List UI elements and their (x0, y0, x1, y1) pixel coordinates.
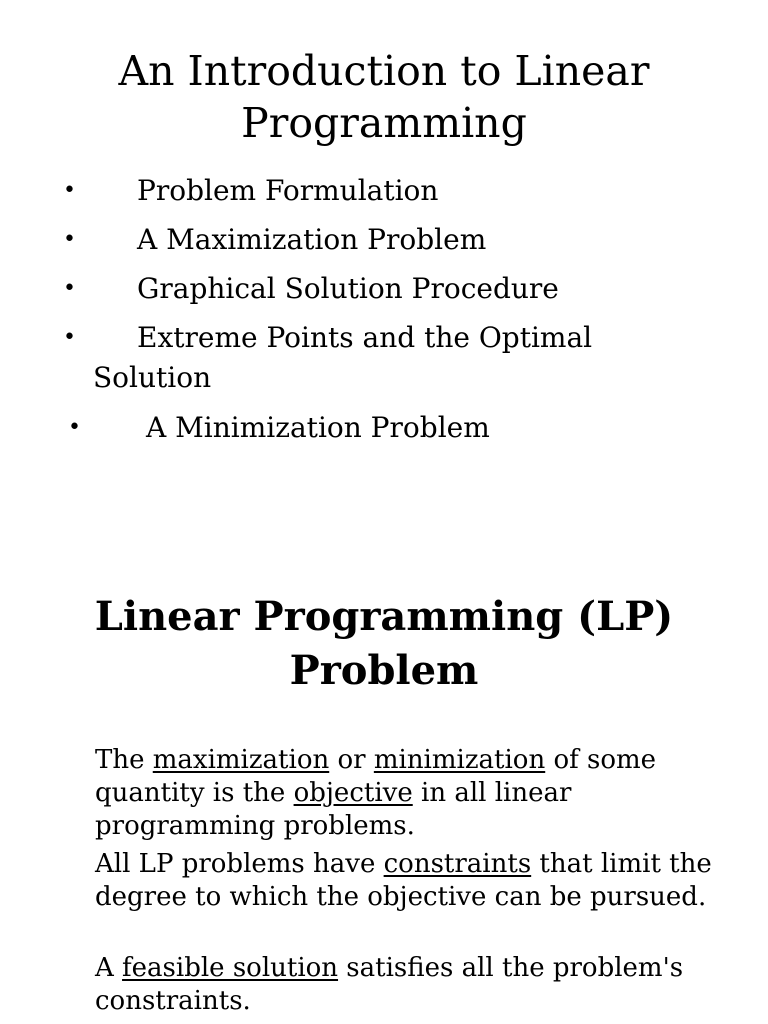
bullet-icon: • (68, 415, 81, 440)
term-objective: objective (293, 778, 413, 808)
list-item (0, 408, 768, 448)
title-line-2: Problem (289, 647, 479, 694)
list-item (0, 318, 768, 398)
slide-lp-problem (0, 560, 768, 1024)
slide-title (0, 590, 768, 698)
paragraph-constraints (95, 848, 715, 914)
bullet-icon: • (63, 325, 76, 350)
title-line-1: Linear Programming (LP) (94, 593, 674, 640)
list-item-text: A Minimization Problem (146, 411, 490, 444)
title-line-2: Programming (241, 99, 527, 147)
list-item (0, 269, 768, 309)
text-run: satisfies all the problem's constraints. (95, 953, 684, 1016)
text-run: in all linear programming problems. (95, 778, 572, 841)
term-maximization: maximization (152, 745, 330, 775)
list-item-text-continuation: Solution (93, 361, 212, 394)
term-feasible-solution: feasible solution (122, 953, 339, 983)
list-item (0, 220, 768, 260)
list-item-text: Graphical Solution Procedure (137, 272, 559, 305)
text-run: A (95, 953, 123, 983)
title-line-1: An Introduction to Linear (118, 47, 650, 95)
text-run: that limit the degree to which the objective can be pursued. (95, 849, 712, 912)
text-run: The (95, 745, 153, 775)
term-constraints: constraints (383, 849, 532, 879)
list-item (0, 171, 768, 211)
text-run: of some quantity is the (95, 745, 657, 808)
text-run: or (329, 745, 374, 775)
bullet-icon: • (63, 178, 76, 203)
list-item-text: A Maximization Problem (137, 223, 487, 256)
paragraph-feasible (95, 952, 715, 1018)
slide-title (0, 45, 768, 149)
bullet-icon: • (63, 276, 76, 301)
list-item-text: Problem Formulation (137, 174, 439, 207)
list-item-text: Extreme Points and the Optimal (137, 321, 593, 354)
bullet-icon: • (63, 227, 76, 252)
term-minimization: minimization (373, 745, 546, 775)
text-run: All LP problems have (95, 849, 384, 879)
paragraph-objective (95, 744, 715, 843)
